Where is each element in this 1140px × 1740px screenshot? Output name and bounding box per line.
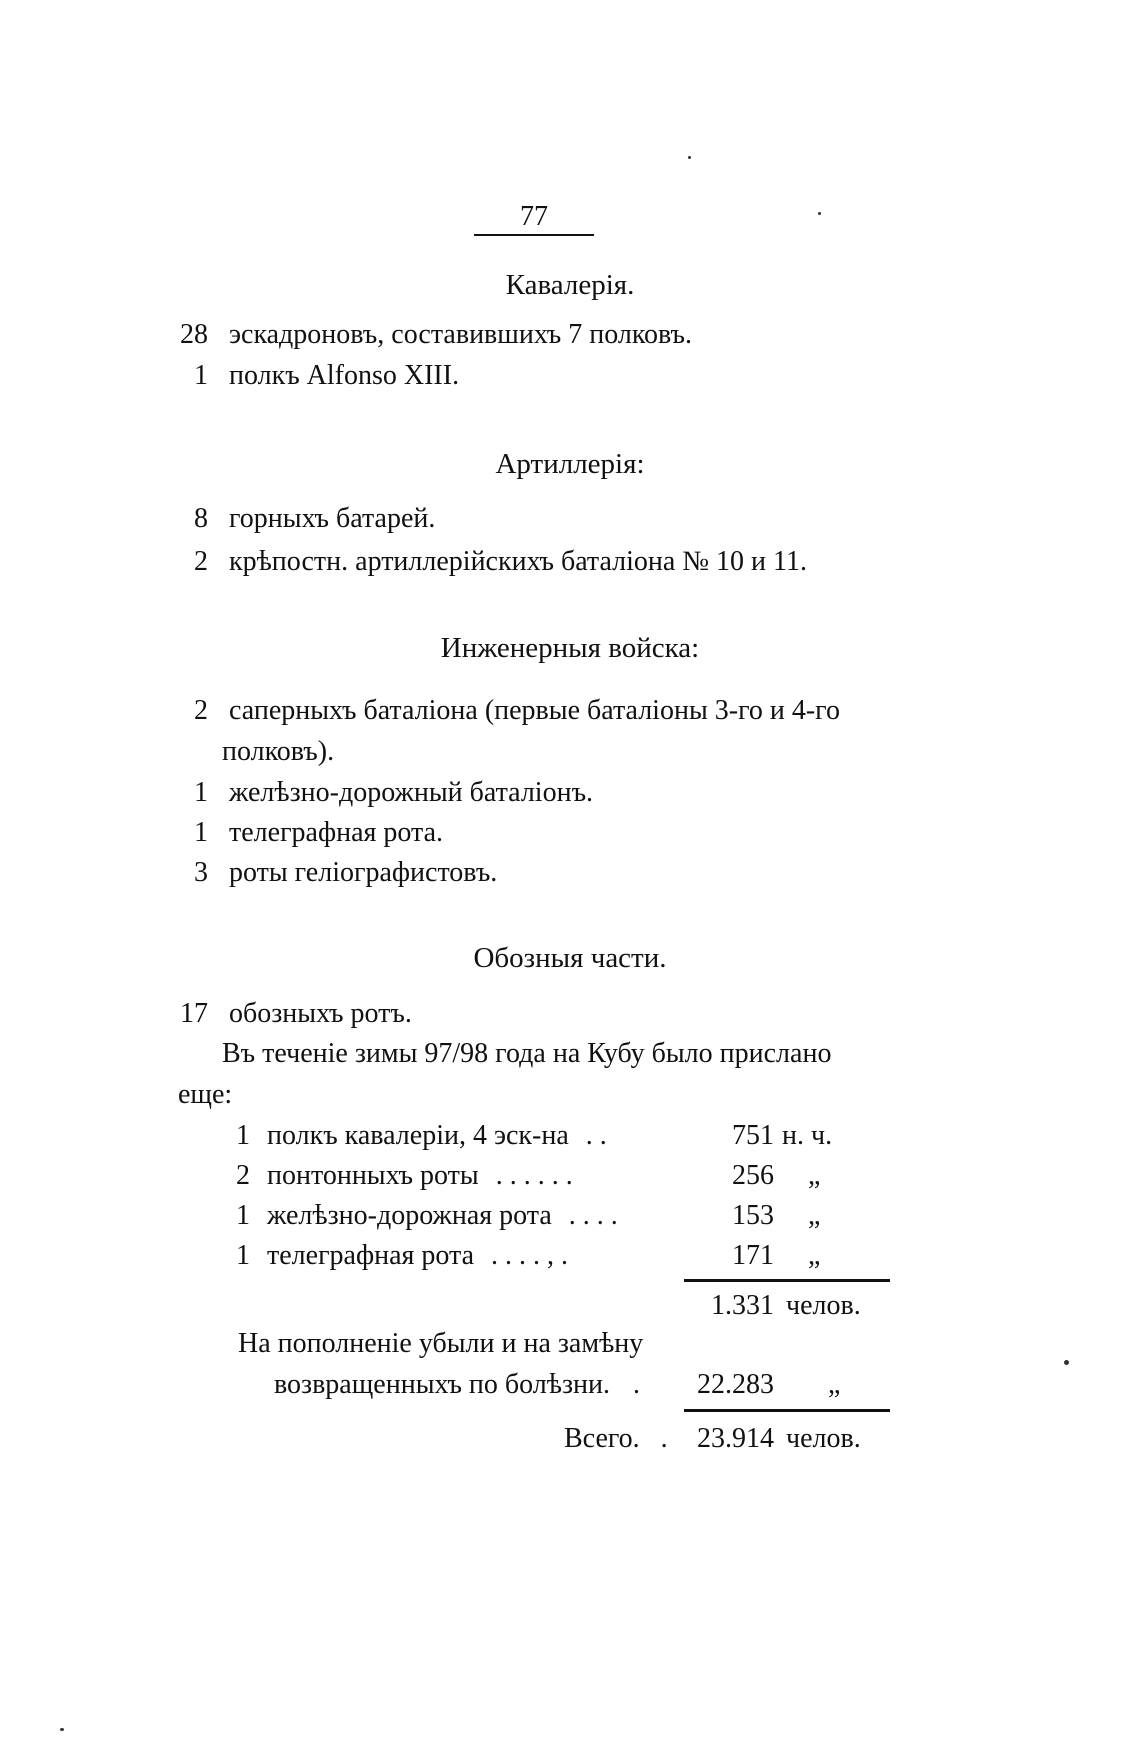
item-count: 1 (194, 817, 208, 848)
item-text: крѣпостн. артиллерійскихъ баталіона № 10 и 11. (229, 546, 808, 577)
row-label: телеграфная рота (267, 1240, 475, 1271)
train-heading: Обозныя части. (473, 942, 667, 974)
row-leader: . (633, 1369, 640, 1400)
list-item (170, 856, 497, 890)
replacement-value: 22.283 (697, 1369, 774, 1400)
total-unit: челов. (786, 1423, 861, 1454)
replacement-unit: „ (828, 1369, 841, 1400)
item-text: саперныхъ баталіона (первые баталіоны 3-го и 4-го (229, 695, 840, 726)
row-unit: „ (808, 1200, 821, 1231)
sum-rule (684, 1279, 890, 1282)
replacement-text: возвращенныхъ по болѣзни. (274, 1369, 610, 1400)
row-unit: н. ч. (782, 1120, 833, 1151)
scan-speck (818, 212, 821, 215)
item-count: 3 (194, 857, 208, 888)
cavalry-heading: Кавалерія. (505, 269, 635, 301)
artillery-heading: Артиллерія: (495, 448, 645, 480)
item-continuation: полковъ). (222, 736, 335, 767)
scan-speck (1064, 1360, 1069, 1365)
item-text: обозныхъ ротъ. (229, 998, 412, 1029)
list-item (170, 776, 593, 810)
item-count: 2 (194, 695, 208, 726)
row-value: 751 (732, 1120, 774, 1151)
item-count: 8 (194, 503, 208, 534)
row-unit: „ (808, 1160, 821, 1191)
row-leader: . . . . (568, 1200, 618, 1231)
scan-speck (688, 156, 691, 159)
table-row (236, 1199, 618, 1233)
list-item (170, 502, 435, 536)
row-count: 2 (236, 1160, 250, 1191)
total-rule (684, 1409, 890, 1412)
item-text: горныхъ батарей. (229, 503, 436, 534)
replacement-line-2 (274, 1368, 640, 1402)
item-text: полкъ Alfonso XIII. (229, 360, 460, 391)
row-label: полкъ кавалеріи, 4 эск-на (267, 1120, 569, 1151)
row-count: 1 (236, 1240, 250, 1271)
subtotal-unit: челов. (786, 1290, 861, 1321)
item-text: эскадроновъ, составившихъ 7 полковъ. (229, 319, 692, 350)
row-label: желѣзно-дорожная рота (267, 1200, 552, 1231)
item-count: 1 (194, 777, 208, 808)
row-value: 153 (732, 1200, 774, 1231)
list-item (170, 318, 692, 352)
list-item (170, 997, 412, 1031)
page-number: 77 (520, 201, 548, 232)
row-unit: „ (808, 1240, 821, 1271)
item-count: 2 (194, 546, 208, 577)
table-row (236, 1159, 573, 1193)
row-count: 1 (236, 1200, 250, 1231)
row-count: 1 (236, 1120, 250, 1151)
item-count: 28 (180, 319, 208, 350)
list-item (170, 816, 443, 850)
scan-speck (60, 1728, 64, 1731)
row-leader: . . . . . . (495, 1160, 573, 1191)
list-item (170, 545, 807, 579)
row-value: 171 (732, 1240, 774, 1271)
item-text: телеграфная рота. (229, 817, 444, 848)
total-value: 23.914 (697, 1423, 774, 1454)
row-leader: . . . . , . (491, 1240, 569, 1271)
total-row (564, 1422, 668, 1456)
item-text: желѣзно-дорожный баталіонъ. (229, 777, 594, 808)
list-item (170, 694, 840, 728)
table-row (236, 1239, 568, 1273)
paragraph-line-2: еще: (178, 1079, 233, 1110)
item-count: 1 (194, 360, 208, 391)
total-label: Всего. (564, 1423, 640, 1454)
page-number-underline (474, 234, 594, 236)
engineers-heading: Инженерныя войска: (440, 632, 700, 664)
row-leader: . (660, 1423, 668, 1454)
list-item (170, 359, 459, 393)
subtotal-value: 1.331 (711, 1290, 774, 1321)
row-leader: . . (585, 1120, 607, 1151)
item-count: 17 (180, 998, 208, 1029)
row-value: 256 (732, 1160, 774, 1191)
item-text: роты геліографистовъ. (229, 857, 498, 888)
replacement-line-1: На пополненіе убыли и на замѣну (238, 1328, 644, 1359)
paragraph-line-1: Въ теченіе зимы 97/98 года на Кубу было прислано (222, 1038, 832, 1069)
row-label: понтонныхъ роты (267, 1160, 479, 1191)
table-row (236, 1119, 607, 1153)
